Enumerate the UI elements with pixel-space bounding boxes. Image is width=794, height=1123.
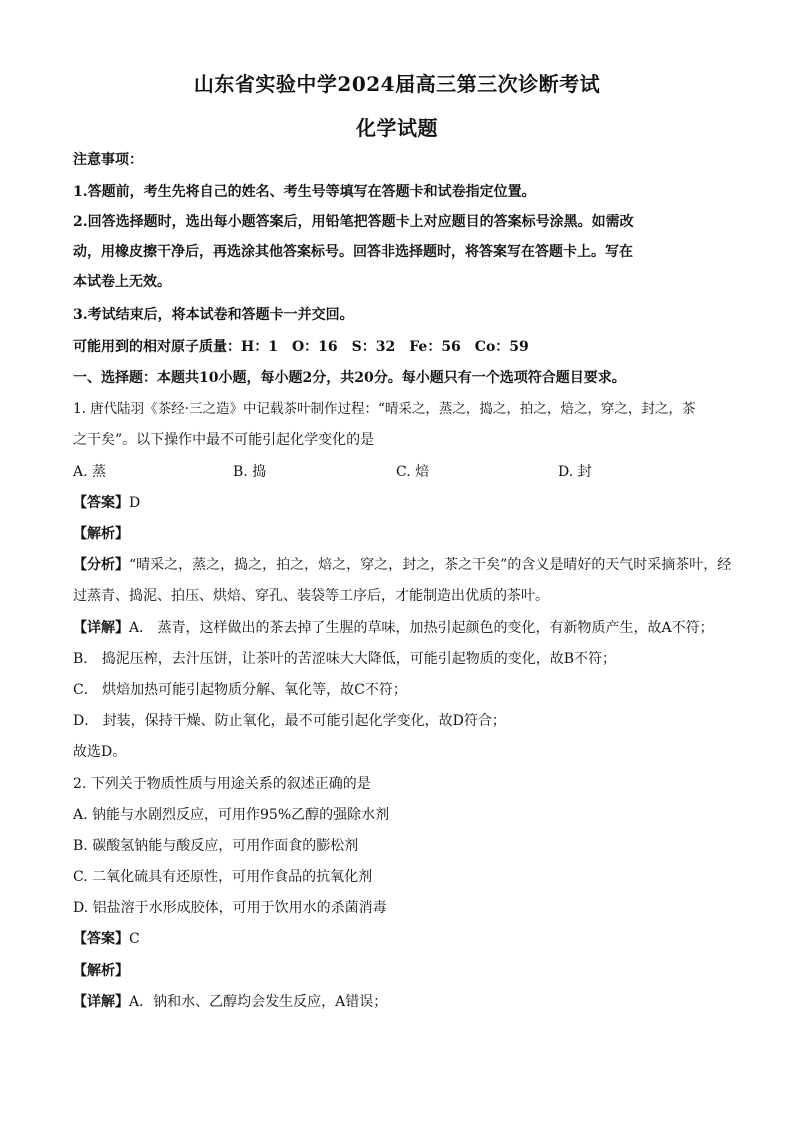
q2-detail-a [73,992,723,1012]
q1-option-b: B. 捣 [233,464,267,480]
exam-subtitle: 化学试题 [356,116,438,140]
section-1-heading: 一、选择题：本题共10小题，每小题2分，共20分。每小题只有一个选项符合题目要求。 [73,370,626,386]
q1-stem-line-1: 1. 唐代陆羽《茶经·三之造》中记载茶叶制作过程：“晴采之，蒸之，捣之，拍之，焙之，穿之，封之，茶 [73,401,696,417]
q1-detail-d: D． 封装，保持干燥、防止氧化，最不可能引起化学变化，故D符合； [73,713,506,729]
notice-item-2-line-3: 本试卷上无效。 [73,274,171,290]
q1-answer [73,493,723,513]
detail-tag: 【详解】 [73,994,129,1010]
q2-option-c: C. 二氧化硫具有还原性，可用作食品的抗氧化剂 [73,869,373,885]
q2-option-b: B. 碳酸氢钠能与酸反应，可用作面食的膨松剂 [73,838,359,854]
answer-tag: 【答案】 [73,495,129,511]
q2-option-a: A. 钠能与水剧烈反应，可用作95%乙醇的强除水剂 [73,807,390,823]
q1-stem-line-2: 之干矣”。以下操作中最不可能引起化学变化的是 [73,432,375,448]
q1-detail-c: C． 烘焙加热可能引起物质分解、氧化等，故C不符； [73,682,407,698]
q2-answer [73,929,723,949]
q1-option-a: A. 蒸 [73,464,107,480]
answer-tag: 【答案】 [73,931,129,947]
notice-item-2-line-2: 动，用橡皮擦干净后，再选涂其他答案标号。回答非选择题时，将答案写在答题卡上。写在 [73,244,633,260]
notice-item-3: 3.考试结束后，将本试卷和答题卡一并交回。 [73,307,354,323]
notice-heading: 注意事项： [73,152,143,168]
q1-fenxi-line-1 [73,555,732,575]
q2-analysis-tag: 【解析】 [73,963,129,979]
detail-tag: 【详解】 [73,620,129,636]
fenxi-text: “晴采之，蒸之，捣之，拍之，焙之，穿之，封之，茶之干矣”的含义是晴好的天气时采摘茶叶，经 [129,557,732,573]
q1-conclusion: 故选D。 [73,744,127,760]
q2-option-d: D. 铝盐溶于水形成胶体，可用于饮用水的杀菌消毒 [73,900,387,916]
answer-value: C [129,931,140,947]
q2-stem: 2. 下列关于物质性质与用途关系的叙述正确的是 [73,776,371,792]
notice-item-2-line-1: 2.回答选择题时，选出每小题答案后，用铅笔把答题卡上对应题目的答案标号涂黑。如需改 [73,214,634,230]
q1-detail-a [73,618,723,638]
q1-option-c: C. 焙 [396,464,430,480]
notice-item-1: 1.答题前，考生先将自己的姓名、考生号等填写在答题卡和试卷指定位置。 [73,184,536,200]
q1-detail-b: B． 捣泥压榨，去汁压饼，让茶叶的苦涩味大大降低，可能引起物质的变化，故B不符； [73,651,617,667]
exam-title: 山东省实验中学2024届高三第三次诊断考试 [193,72,601,96]
q1-fenxi-line-2: 过蒸青、捣泥、拍压、烘焙、穿孔、装袋等工序后，才能制造出优质的茶叶。 [73,588,549,604]
q1-analysis-tag: 【解析】 [73,526,129,542]
detail-a-text: A． 蒸青，这样做出的茶去掉了生腥的草味，加热引起颜色的变化，有新物质产生，故A不符； [129,620,714,636]
atomic-masses: 可能用到的相对原子质量：H：1 O：16 S：32 Fe：56 Co：59 [73,339,529,355]
fenxi-tag: 【分析】 [73,557,129,573]
q1-option-d: D. 封 [558,464,592,480]
detail-a-text: A．钠和水、乙醇均会发生反应，A错误； [129,994,388,1010]
answer-value: D [129,495,141,511]
